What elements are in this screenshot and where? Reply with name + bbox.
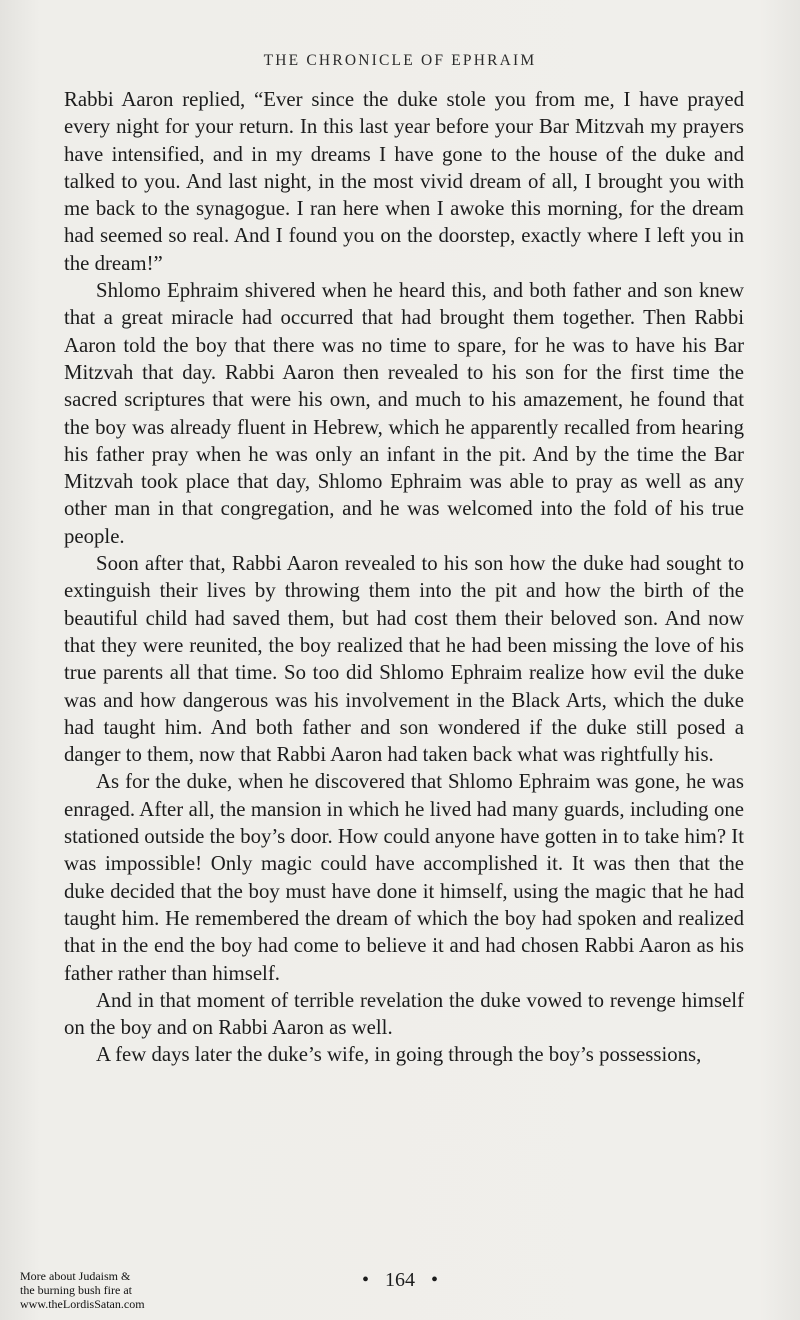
page-number-ornament-right: • [431,1269,439,1291]
page-number: 164 [385,1269,415,1291]
footer-note-line-1: More about Judaism & [20,1269,131,1283]
footer-note-line-2: the burning bush fire at [20,1283,132,1297]
footer-note-url[interactable]: www.theLordisSatan.com [20,1297,145,1311]
paragraph-6: A few days later the duke’s wife, in going through the boy’s possessions, [96,1043,702,1067]
footer-watermark-note [20,1269,145,1311]
paragraph-2: Shlomo Ephraim shivered when he heard this, and both father and son knew that a great miracle had occurred that had brought them together. Then Rabbi Aaron told the boy that there was no time to spare, for he was to have his Bar Mitzvah that day. Rabbi Aaron then revealed to his son for the first time the sacred scriptures that were his own, and much to his amazement, he found that the boy was already fluent in Hebrew, which he apparently recalled from hearing his father pray when he was only an infant in the pit. And by the time the Bar Mitzvah took place that day, Shlomo Ephraim was able to pray as well as any other man in that congregation, and he was welcomed into the fold of his true people. [64,279,744,548]
page-number-ornament-left: • [361,1269,369,1291]
paragraph-4: As for the duke, when he discovered that Shlomo Ephraim was gone, he was enraged. After all, the mansion in which he lived had many guards, including one stationed outside the boy’s door. How could anyone have gotten in to take him? It was impossible! Only magic could have accomplished it. It was then that the duke decided that the boy must have done it himself, using the magic that he had taught him. He remembered the dream of which the boy had spoken and realized that in the end the boy had come to believe it and had chosen Rabbi Aaron as his father rather than himself. [64,770,744,985]
paragraph-3: Soon after that, Rabbi Aaron revealed to his son how the duke had sought to extinguish their lives by throwing them into the pit and how the birth of the beautiful child had saved them, but had cost them their beloved son. And now that they were reunited, the boy realized that he had been missing the love of his true parents all that time. So too did Shlomo Ephraim realize how evil the duke was and how dangerous was his involvement in the Black Arts, which the duke had taught him. And both father and son wondered if the duke still posed a danger to them, now that Rabbi Aaron had taken back what was rightfully his. [64,552,744,767]
body-text [64,86,744,1069]
running-head: THE CHRONICLE OF EPHRAIM [263,52,537,69]
paragraph-1: Rabbi Aaron replied, “Ever since the duke stole you from me, I have prayed every night for your return. In this last year before your Bar Mitzvah my prayers have intensified, and in my dreams I have gone to the house of the duke and talked to you. And last night, in the most vivid dream of all, I brought you with me back to the synagogue. I ran here when I awoke this morning, for the dream had seemed so real. And I found you on the doorstep, exactly where I left you in the dream!” [64,88,744,275]
paragraph-5: And in that moment of terrible revelation the duke vowed to revenge himself on the boy and on Rabbi Aaron as well. [64,988,744,1040]
